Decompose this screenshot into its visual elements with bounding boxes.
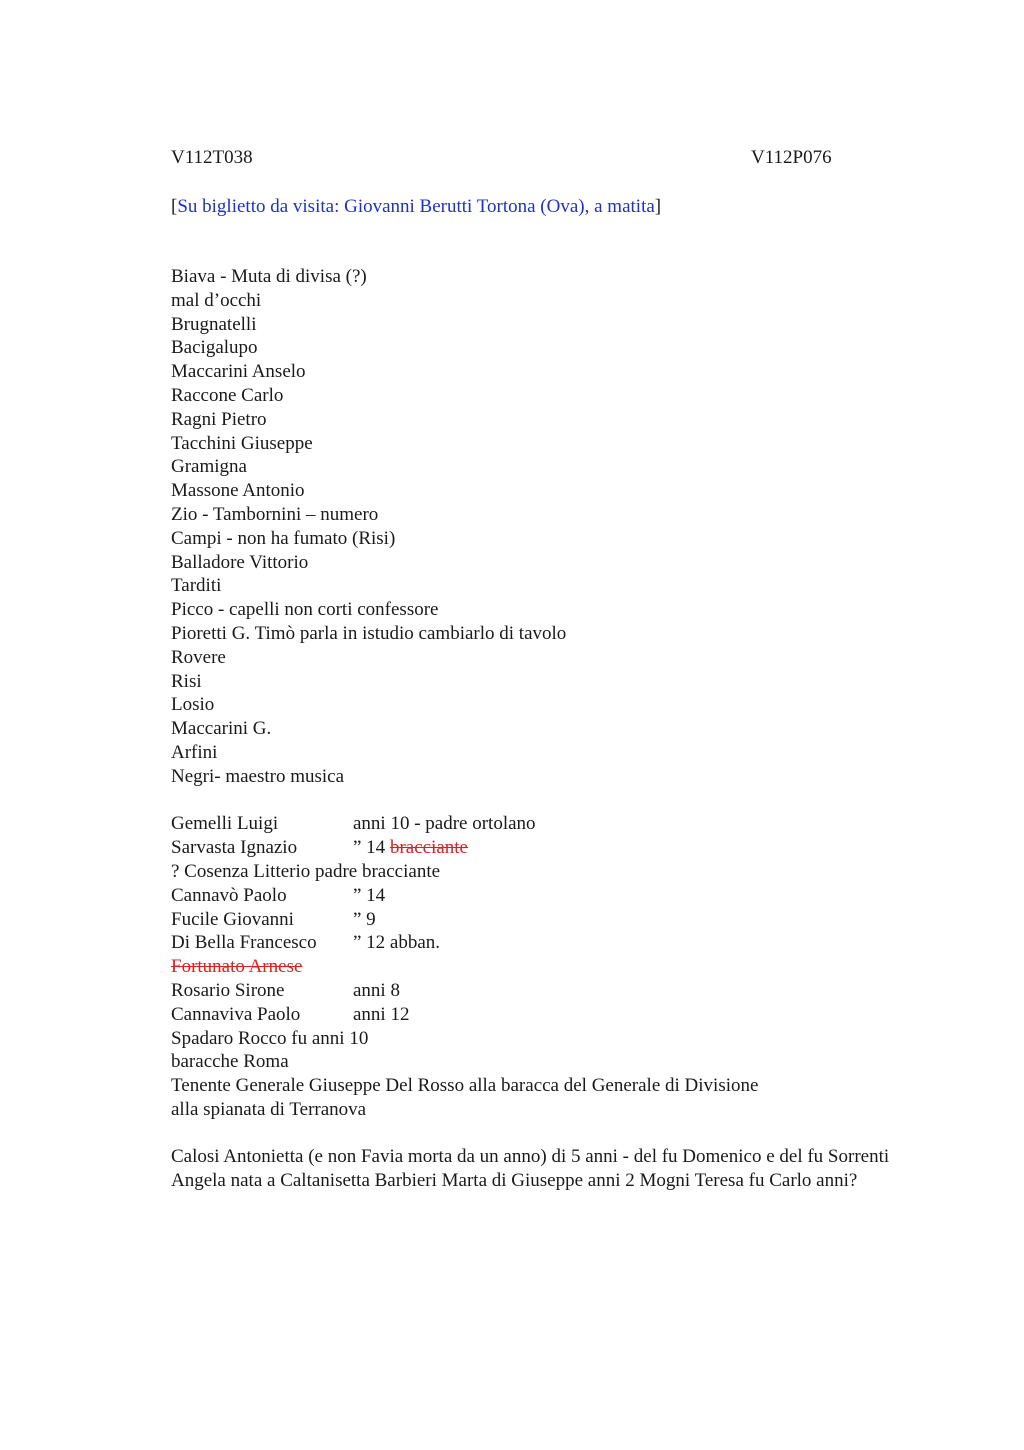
list-item: Picco - capelli non corti confessore bbox=[171, 599, 439, 621]
row-name: Fucile Giovanni bbox=[171, 908, 294, 930]
row-info: ” 14 bbox=[353, 884, 386, 906]
row-info: ” 12 abban. bbox=[353, 932, 441, 954]
table-row bbox=[171, 884, 891, 908]
table-row bbox=[171, 812, 891, 836]
struck-text: Fortunato Arnese bbox=[171, 956, 303, 978]
list-item: Brugnatelli bbox=[171, 313, 257, 335]
list-item: Biava - Muta di divisa (?) bbox=[171, 266, 367, 287]
row-info: anni 8 bbox=[353, 979, 400, 1001]
list-item: Spadaro Rocco fu anni 10 bbox=[171, 1027, 369, 1049]
document-code-left: V112T038 bbox=[171, 147, 253, 168]
list-item: baracche Roma bbox=[171, 1051, 289, 1073]
list-item: Bacigalupo bbox=[171, 337, 258, 359]
list-item: Risi bbox=[171, 670, 202, 692]
document-page bbox=[171, 146, 891, 1193]
table-row bbox=[171, 979, 891, 1003]
list-item: Rovere bbox=[171, 646, 226, 668]
row-name: Cannavò Paolo bbox=[171, 884, 287, 906]
row-info: ” 9 bbox=[353, 908, 376, 930]
note-text: Su biglietto da visita: Giovanni Berutti Tortona (Ova), a matita bbox=[177, 196, 655, 217]
section-gap bbox=[171, 789, 891, 813]
list-item: Tacchini Giuseppe bbox=[171, 432, 313, 454]
row-name: Cannaviva Paolo bbox=[171, 1003, 301, 1025]
closing-paragraph: Calosi Antonietta (e non Favia morta da un anno) di 5 anni - del fu Domenico e del fu Sorrenti Angela nata a Caltanisetta Barbieri Marta di Giuseppe anni 2 Mogni Teresa fu Carlo anni? bbox=[171, 1146, 890, 1192]
list-item: Arfini bbox=[171, 741, 218, 763]
table-row bbox=[171, 1003, 891, 1027]
table-row bbox=[171, 836, 891, 860]
struck-text: bracciante bbox=[389, 837, 468, 859]
list-item: alla spianata di Terranova bbox=[171, 1098, 367, 1120]
list-item: Raccone Carlo bbox=[171, 384, 284, 406]
list-item: Maccarini G. bbox=[171, 718, 272, 740]
document-code-right: V112P076 bbox=[751, 147, 832, 168]
row-name: Rosario Sirone bbox=[171, 979, 285, 1001]
children-list bbox=[171, 812, 891, 1121]
row-info: anni 10 - padre ortolano bbox=[353, 813, 536, 835]
list-item: Campi - non ha fumato (Risi) bbox=[171, 527, 396, 549]
section-gap bbox=[171, 1122, 891, 1146]
row-name: Di Bella Francesco bbox=[171, 932, 317, 954]
list-item: Pioretti G. Timò parla in istudio cambiarlo di tavolo bbox=[171, 622, 567, 644]
list-item: Tarditi bbox=[171, 575, 222, 597]
list-item: Balladore Vittorio bbox=[171, 551, 309, 573]
editorial-note bbox=[171, 195, 891, 219]
row-name: Sarvasta Ignazio bbox=[171, 837, 298, 859]
list-item: Massone Antonio bbox=[171, 480, 305, 502]
names-list bbox=[171, 265, 891, 789]
row-info: anni 12 bbox=[353, 1003, 410, 1025]
table-row bbox=[171, 931, 891, 955]
row-name: Gemelli Luigi bbox=[171, 813, 279, 835]
list-item: Negri- maestro musica bbox=[171, 765, 345, 787]
list-item: Gramigna bbox=[171, 456, 247, 478]
list-item: Ragni Pietro bbox=[171, 408, 267, 430]
list-item: Losio bbox=[171, 694, 215, 716]
note-close-bracket: ] bbox=[654, 196, 662, 217]
list-item-struck-container bbox=[171, 955, 891, 979]
row-info-container bbox=[353, 836, 891, 860]
list-item: Tenente Generale Giuseppe Del Rosso alla baracca del Generale di Divisione bbox=[171, 1075, 759, 1097]
list-item: Zio - Tambornini – numero bbox=[171, 503, 379, 525]
list-item: ? Cosenza Litterio padre bracciante bbox=[171, 860, 441, 882]
list-item: mal d’occhi bbox=[171, 289, 262, 311]
page-header bbox=[171, 146, 891, 170]
list-item: Maccarini Anselo bbox=[171, 361, 306, 383]
note-open-bracket: [ bbox=[171, 196, 178, 217]
table-row bbox=[171, 908, 891, 932]
row-info: ” 14 bbox=[353, 837, 390, 859]
